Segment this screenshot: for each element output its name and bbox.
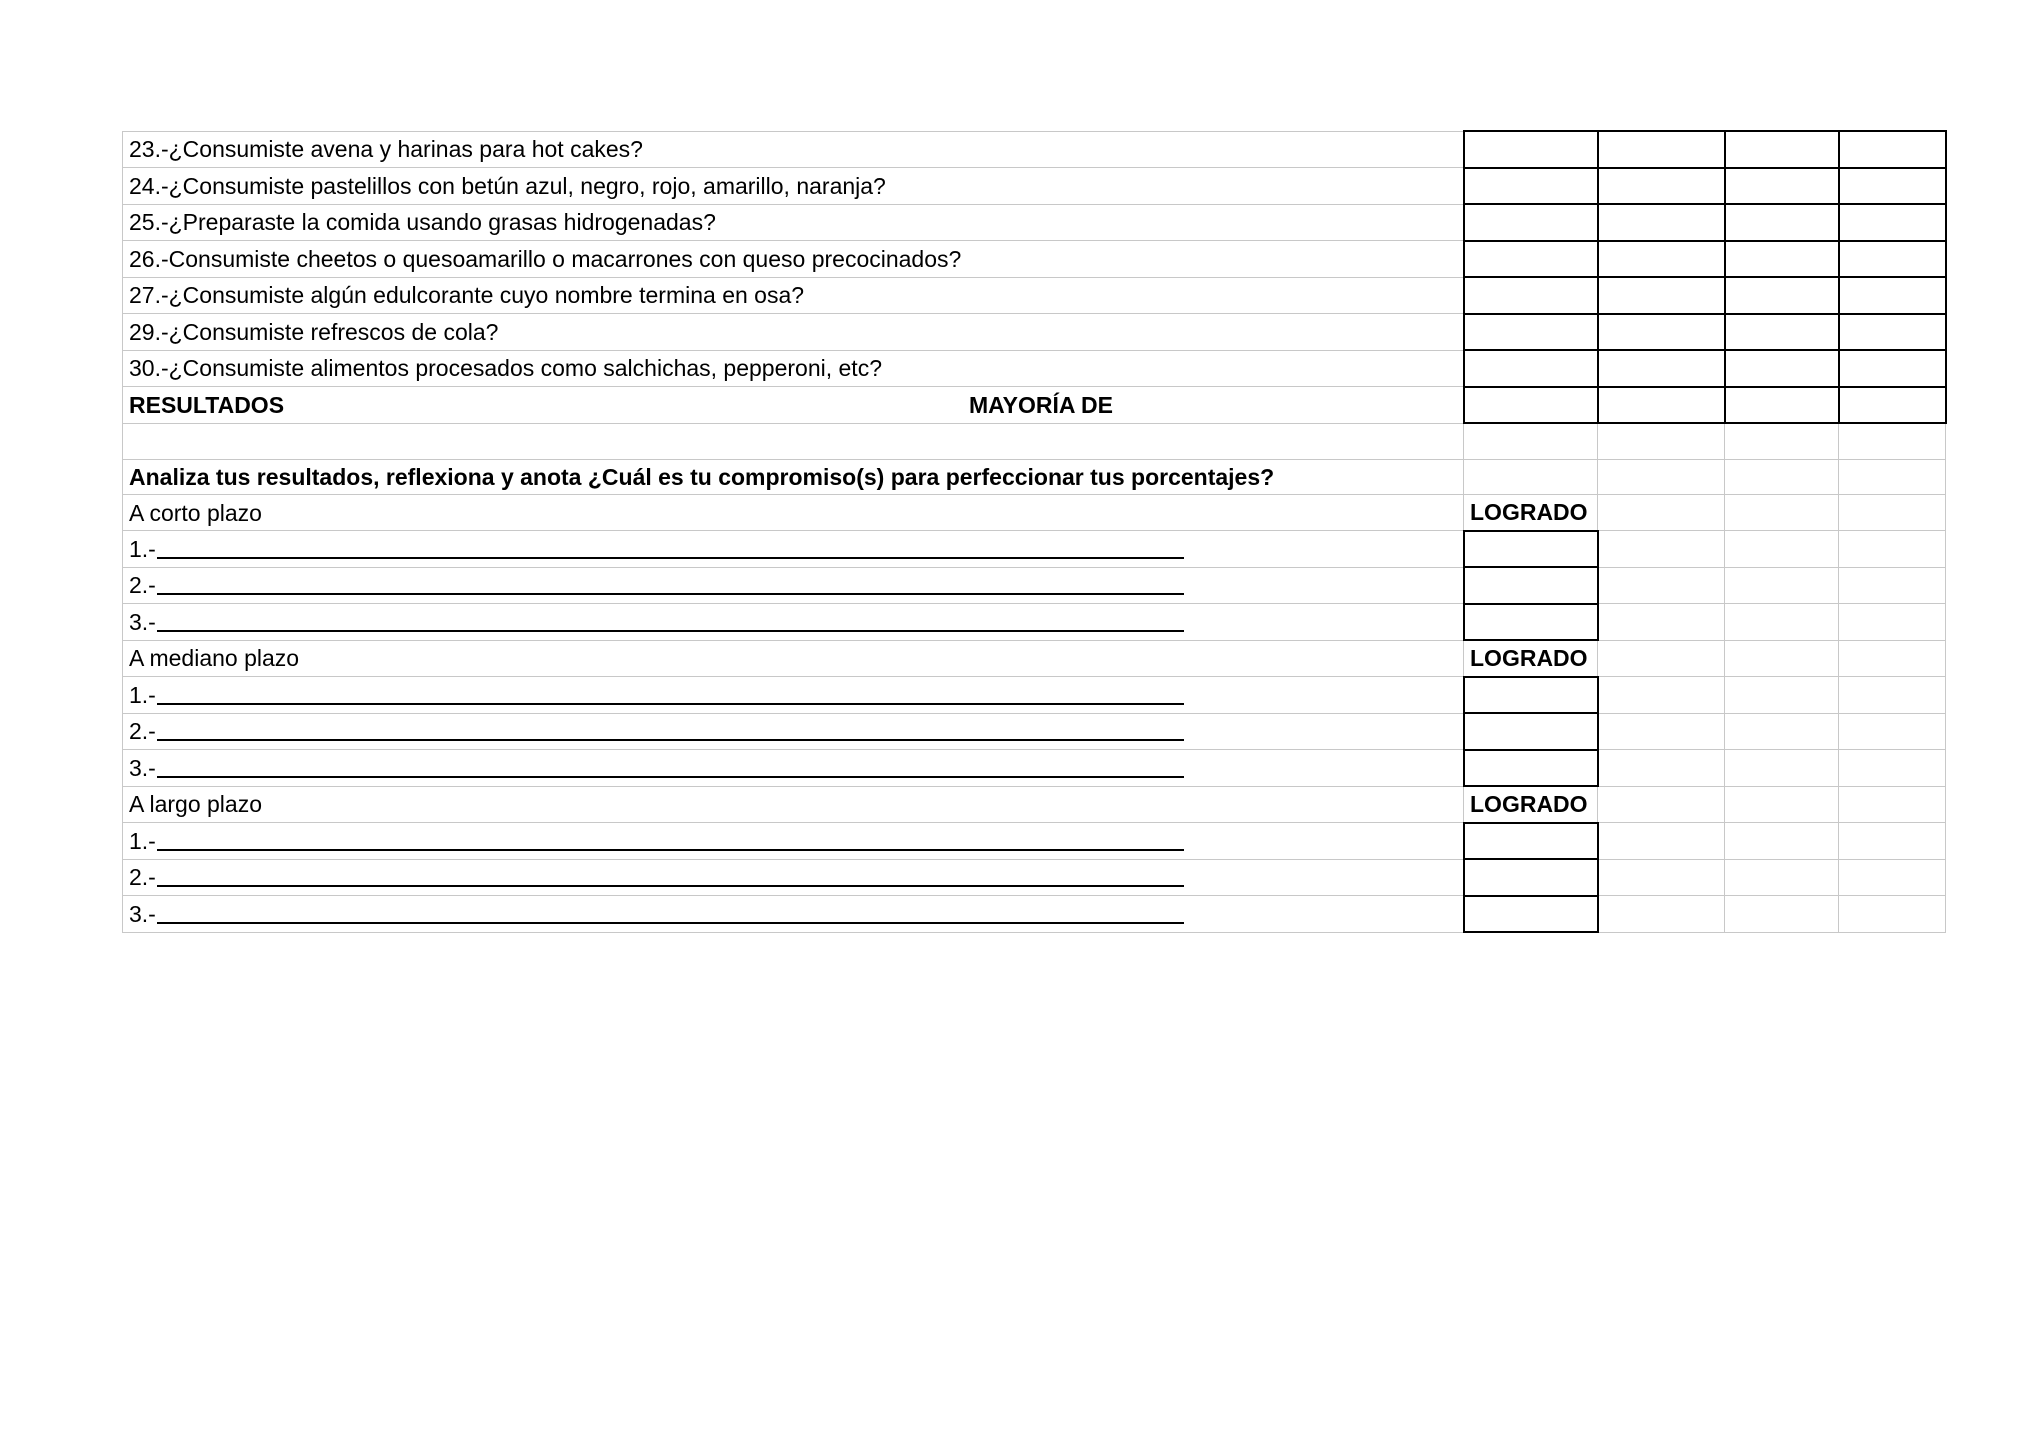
achieved-checkbox[interactable] bbox=[1464, 713, 1598, 750]
answer-cell[interactable] bbox=[1598, 168, 1725, 205]
commitment-line[interactable] bbox=[123, 859, 1464, 896]
answer-cell[interactable] bbox=[1464, 277, 1598, 314]
empty-row bbox=[123, 423, 1946, 459]
commitment-line[interactable] bbox=[123, 896, 1464, 933]
answer-cell[interactable] bbox=[1598, 241, 1725, 278]
question-text: 25.-¿Preparaste la comida usando grasas hidrogenadas? bbox=[123, 204, 1464, 241]
section-header-row bbox=[123, 640, 1946, 677]
commitment-number: 1.- bbox=[129, 535, 156, 562]
answer-cell[interactable] bbox=[1598, 314, 1725, 351]
commitment-row bbox=[123, 531, 1946, 568]
results-row bbox=[123, 387, 1946, 424]
questionnaire-table bbox=[122, 130, 1947, 933]
results-cell bbox=[123, 387, 1464, 424]
commitment-line[interactable] bbox=[123, 604, 1464, 641]
answer-cell[interactable] bbox=[1598, 131, 1725, 168]
answer-cell[interactable] bbox=[1725, 168, 1839, 205]
commitment-line[interactable] bbox=[123, 531, 1464, 568]
answer-cell[interactable] bbox=[1839, 168, 1946, 205]
achieved-checkbox[interactable] bbox=[1464, 823, 1598, 860]
achieved-checkbox[interactable] bbox=[1464, 859, 1598, 896]
commitment-blank[interactable] bbox=[157, 898, 1184, 924]
commitment-number: 2.- bbox=[129, 718, 156, 745]
question-row bbox=[123, 277, 1946, 314]
commitment-blank[interactable] bbox=[157, 606, 1184, 632]
answer-cell[interactable] bbox=[1725, 277, 1839, 314]
commitment-line[interactable] bbox=[123, 677, 1464, 714]
achieved-checkbox[interactable] bbox=[1464, 896, 1598, 933]
achieved-checkbox[interactable] bbox=[1464, 604, 1598, 641]
question-row bbox=[123, 168, 1946, 205]
answer-cell[interactable] bbox=[1839, 350, 1946, 387]
question-row bbox=[123, 131, 1946, 168]
answer-cell[interactable] bbox=[1464, 168, 1598, 205]
achieved-checkbox[interactable] bbox=[1464, 677, 1598, 714]
commitment-number: 2.- bbox=[129, 572, 156, 599]
commitment-blank[interactable] bbox=[157, 752, 1184, 778]
commitment-number: 1.- bbox=[129, 681, 156, 708]
commitment-number: 3.- bbox=[129, 900, 156, 927]
commitment-number: 3.- bbox=[129, 608, 156, 635]
section-title: A largo plazo bbox=[123, 786, 1464, 823]
result-cell[interactable] bbox=[1839, 387, 1946, 424]
answer-cell[interactable] bbox=[1598, 277, 1725, 314]
commitment-row bbox=[123, 859, 1946, 896]
commitment-row bbox=[123, 567, 1946, 604]
achieved-checkbox[interactable] bbox=[1464, 567, 1598, 604]
answer-cell[interactable] bbox=[1839, 277, 1946, 314]
commitment-row bbox=[123, 896, 1946, 933]
answer-cell[interactable] bbox=[1839, 204, 1946, 241]
answer-cell[interactable] bbox=[1839, 241, 1946, 278]
achieved-checkbox[interactable] bbox=[1464, 531, 1598, 568]
section-header-row bbox=[123, 786, 1946, 823]
achieved-checkbox[interactable] bbox=[1464, 750, 1598, 787]
answer-cell[interactable] bbox=[1725, 350, 1839, 387]
commitment-number: 3.- bbox=[129, 754, 156, 781]
reflection-row bbox=[123, 459, 1946, 495]
commitment-blank[interactable] bbox=[157, 825, 1184, 851]
answer-cell[interactable] bbox=[1725, 314, 1839, 351]
answer-cell[interactable] bbox=[1725, 241, 1839, 278]
section-title: A corto plazo bbox=[123, 495, 1464, 531]
commitment-blank[interactable] bbox=[157, 533, 1184, 559]
question-row bbox=[123, 204, 1946, 241]
question-text: 23.-¿Consumiste avena y harinas para hot cakes? bbox=[123, 131, 1464, 168]
question-text: 30.-¿Consumiste alimentos procesados como salchichas, pepperoni, etc? bbox=[123, 350, 1464, 387]
answer-cell[interactable] bbox=[1598, 350, 1725, 387]
commitment-row bbox=[123, 823, 1946, 860]
commitment-blank[interactable] bbox=[157, 715, 1184, 741]
question-text: 29.-¿Consumiste refrescos de cola? bbox=[123, 314, 1464, 351]
commitment-line[interactable] bbox=[123, 823, 1464, 860]
commitment-line[interactable] bbox=[123, 567, 1464, 604]
commitment-row bbox=[123, 713, 1946, 750]
answer-cell[interactable] bbox=[1725, 204, 1839, 241]
achieved-label: LOGRADO bbox=[1464, 495, 1598, 531]
question-text: 26.-Consumiste cheetos o quesoamarillo o macarrones con queso precocinados? bbox=[123, 241, 1464, 278]
commitment-blank[interactable] bbox=[157, 569, 1184, 595]
commitment-row bbox=[123, 677, 1946, 714]
question-row bbox=[123, 350, 1946, 387]
results-label: RESULTADOS bbox=[129, 391, 285, 418]
answer-cell[interactable] bbox=[1464, 314, 1598, 351]
question-row bbox=[123, 241, 1946, 278]
result-cell[interactable] bbox=[1598, 387, 1725, 424]
commitment-row bbox=[123, 750, 1946, 787]
answer-cell[interactable] bbox=[1464, 241, 1598, 278]
result-cell[interactable] bbox=[1725, 387, 1839, 424]
question-row bbox=[123, 314, 1946, 351]
majority-label: MAYORÍA DE bbox=[969, 391, 1113, 418]
question-text: 24.-¿Consumiste pastelillos con betún azul, negro, rojo, amarillo, naranja? bbox=[123, 168, 1464, 205]
answer-cell[interactable] bbox=[1839, 131, 1946, 168]
commitment-number: 1.- bbox=[129, 827, 156, 854]
section-title: A mediano plazo bbox=[123, 640, 1464, 677]
commitment-blank[interactable] bbox=[157, 861, 1184, 887]
achieved-label: LOGRADO bbox=[1464, 640, 1598, 677]
section-header-row bbox=[123, 495, 1946, 531]
commitment-row bbox=[123, 604, 1946, 641]
answer-cell[interactable] bbox=[1464, 204, 1598, 241]
worksheet bbox=[122, 130, 1947, 933]
result-cell[interactable] bbox=[1464, 387, 1598, 424]
answer-cell[interactable] bbox=[1464, 350, 1598, 387]
answer-cell[interactable] bbox=[1839, 314, 1946, 351]
commitment-line[interactable] bbox=[123, 750, 1464, 787]
commitment-line[interactable] bbox=[123, 713, 1464, 750]
answer-cell[interactable] bbox=[1464, 131, 1598, 168]
reflection-prompt: Analiza tus resultados, reflexiona y anota ¿Cuál es tu compromiso(s) para perfeccionar tus porcentajes? bbox=[123, 459, 1464, 495]
commitment-number: 2.- bbox=[129, 864, 156, 891]
question-text: 27.-¿Consumiste algún edulcorante cuyo nombre termina en osa? bbox=[123, 277, 1464, 314]
commitment-blank[interactable] bbox=[157, 679, 1184, 705]
answer-cell[interactable] bbox=[1598, 204, 1725, 241]
answer-cell[interactable] bbox=[1725, 131, 1839, 168]
achieved-label: LOGRADO bbox=[1464, 786, 1598, 823]
